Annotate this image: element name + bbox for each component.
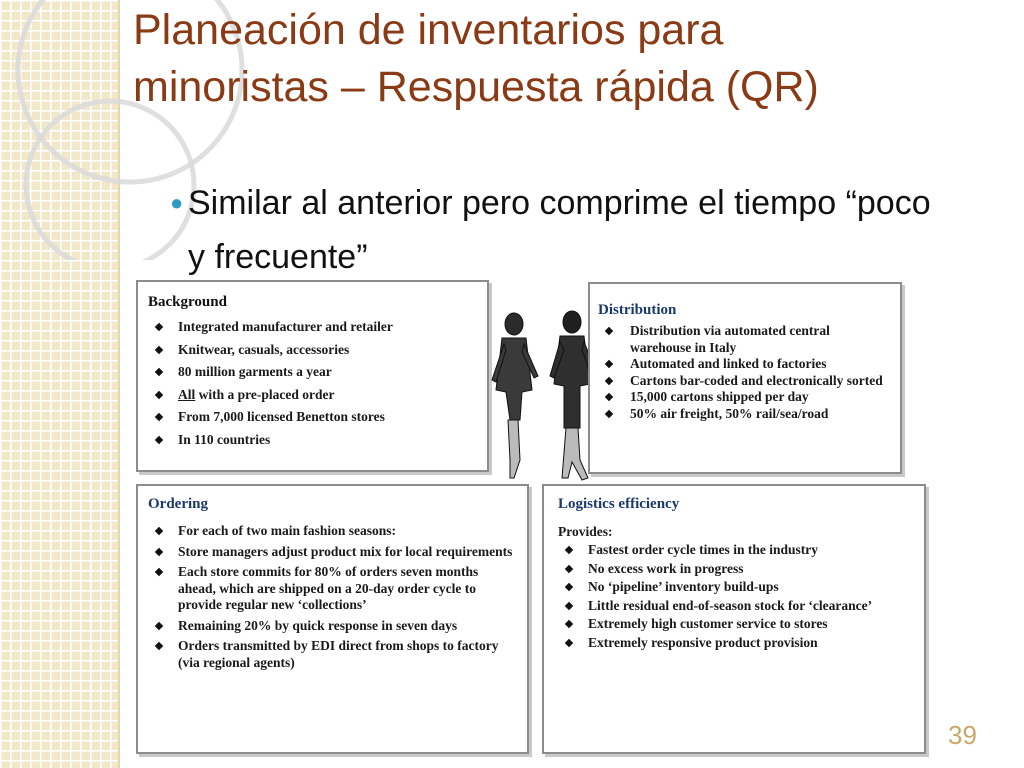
list-item: Extremely responsive product provision <box>558 635 916 652</box>
bullet-text: Similar al anterior pero comprime el tiempo “poco y frecuente” <box>188 184 931 276</box>
diamond-bullet-icon <box>565 638 573 646</box>
distribution-list <box>598 323 892 422</box>
list-item: Orders transmitted by EDI direct from shops to factory (via regional agents) <box>148 638 519 671</box>
diamond-bullet-icon <box>155 547 163 555</box>
bullet-point <box>170 176 948 284</box>
bullet-dot-icon: ● <box>170 190 184 215</box>
diamond-bullet-icon <box>155 413 163 421</box>
list-item: Little residual end-of-season stock for ‘clearance’ <box>558 598 916 615</box>
logistics-title: Logistics efficiency <box>558 496 680 512</box>
background-list <box>148 319 477 448</box>
diamond-bullet-icon <box>155 527 163 535</box>
diamond-bullet-icon <box>155 345 163 353</box>
list-item: Distribution via automated central warehouse in Italy <box>598 323 892 356</box>
diamond-bullet-icon <box>565 564 573 572</box>
background-title: Background <box>148 294 227 310</box>
logistics-box <box>542 484 926 754</box>
diamond-bullet-icon <box>565 620 573 628</box>
list-item: 80 million garments a year <box>148 364 477 381</box>
diamond-bullet-icon <box>605 360 613 368</box>
diamond-bullet-icon <box>155 323 163 331</box>
list-item: Each store commits for 80% of orders seven months ahead, which are shipped on a 20-day order cycle to provide regular new ‘collections’ <box>148 564 519 614</box>
logistics-provides-label: Provides: <box>558 524 613 539</box>
diamond-bullet-icon <box>155 435 163 443</box>
diamond-bullet-icon <box>605 409 613 417</box>
ordering-list <box>148 523 519 671</box>
diamond-bullet-icon <box>155 621 163 629</box>
diamond-bullet-icon <box>565 583 573 591</box>
list-item: Automated and linked to factories <box>598 356 892 373</box>
diamond-bullet-icon <box>605 393 613 401</box>
list-item: Knitwear, casuals, accessories <box>148 342 477 359</box>
diamond-bullet-icon <box>155 368 163 376</box>
slide-title: Planeación de inventarios para minoristas – Respuesta rápida (QR) <box>133 6 819 111</box>
list-item: From 7,000 licensed Benetton stores <box>148 409 477 426</box>
list-item: Store managers adjust product mix for local requirements <box>148 544 519 561</box>
list-item: Extremely high customer service to stores <box>558 616 916 633</box>
list-item: Integrated manufacturer and retailer <box>148 319 477 336</box>
list-item: 50% air freight, 50% rail/sea/road <box>598 406 892 423</box>
diamond-bullet-icon <box>565 546 573 554</box>
benetton-figure <box>136 280 926 760</box>
diamond-bullet-icon <box>605 327 613 335</box>
page-number: 39 <box>948 720 977 750</box>
list-item: Fastest order cycle times in the industry <box>558 542 916 559</box>
diamond-bullet-icon <box>565 601 573 609</box>
diamond-bullet-icon <box>155 390 163 398</box>
list-item: 15,000 cartons shipped per day <box>598 389 892 406</box>
diamond-bullet-icon <box>605 376 613 384</box>
ordering-box <box>136 484 529 754</box>
logistics-list <box>558 542 916 651</box>
background-box <box>136 280 489 472</box>
list-item: Cartons bar-coded and electronically sorted <box>598 373 892 390</box>
ordering-title: Ordering <box>148 496 208 512</box>
distribution-box <box>588 282 902 474</box>
list-item: No excess work in progress <box>558 561 916 578</box>
list-item: For each of two main fashion seasons: <box>148 523 519 540</box>
distribution-title: Distribution <box>598 302 677 318</box>
list-item: Remaining 20% by quick response in seven days <box>148 618 519 635</box>
list-item: No ‘pipeline’ inventory build-ups <box>558 579 916 596</box>
model-left <box>492 313 538 478</box>
diamond-bullet-icon <box>155 568 163 576</box>
list-item: All with a pre-placed order <box>148 387 477 404</box>
diamond-bullet-icon <box>155 642 163 650</box>
list-item: In 110 countries <box>148 432 477 449</box>
